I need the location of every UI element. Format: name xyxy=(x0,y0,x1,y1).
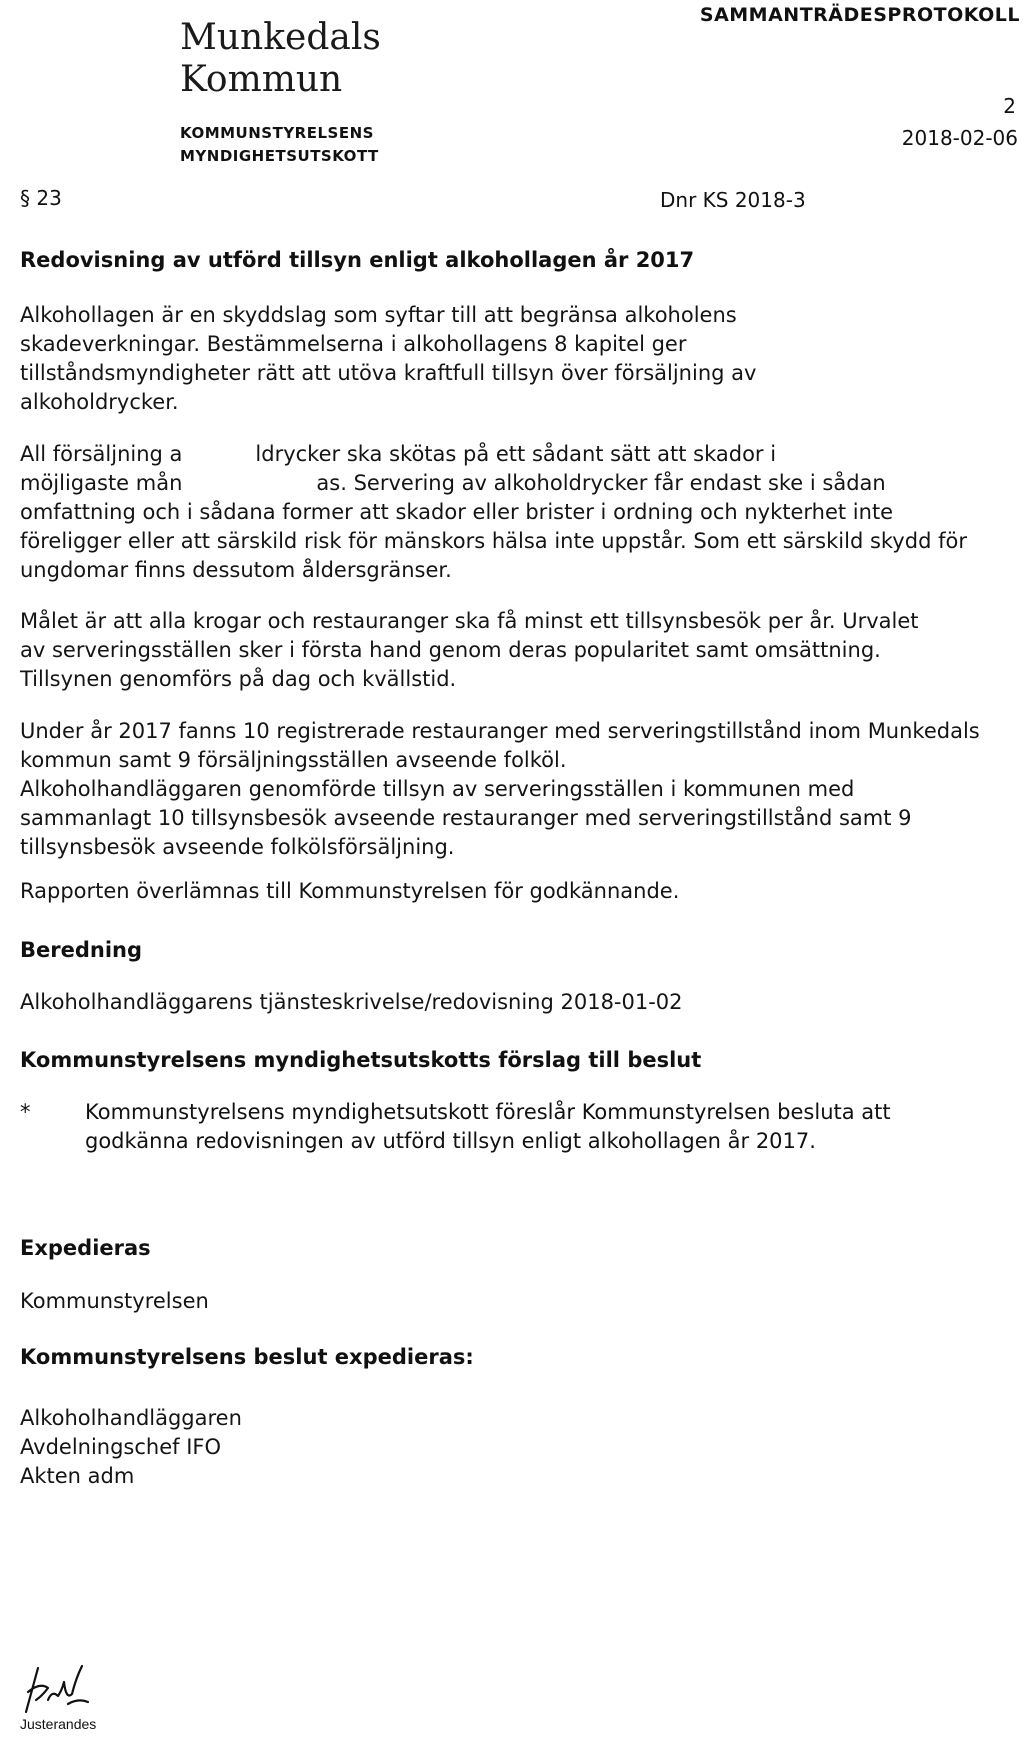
meeting-date: 2018-02-06 xyxy=(901,126,1018,150)
paragraph-2-rest: omfattning och i sådana former att skador eller brister i ordning och nykterhet inte föreligger eller att särskild risk för mänskors hälsa inte uppstår. Som ett särskild skydd för ungdomar finns dessutom åldersgränser. xyxy=(20,500,967,582)
paragraph-2-line-2-start: möjligaste mån xyxy=(20,471,183,495)
paragraph-4-part-2: Alkoholhandläggaren genomförde tillsyn av serveringsställen i kommunen med sammanlagt 10 tillsynsbesök avseende restauranger med serveringstillstånd samt 9 tillsynsbesök avseende folkölsförsäljning. xyxy=(20,777,912,859)
paragraph-2-line-1-start: All försäljning a xyxy=(20,442,183,466)
expedieras-heading: Expedieras xyxy=(20,1236,151,1260)
paragraph-2-line-1-end: ldrycker ska skötas på ett sådant sätt att skador i xyxy=(255,442,777,466)
paragraph-5: Rapporten överlämnas till Kommunstyrelsen för godkännande. xyxy=(20,879,680,903)
signature-image xyxy=(18,1660,98,1720)
proposal-text: Kommunstyrelsens myndighetsutskott föreslår Kommunstyrelsen besluta att godkänna redovisningen av utförd tillsyn enligt alkohollagen år 2017. xyxy=(85,1100,891,1153)
paragraph-2-line-2 xyxy=(20,469,1000,498)
proposal-heading: Kommunstyrelsens myndighetsutskotts förslag till beslut xyxy=(20,1048,702,1072)
recipient-item: Avdelningschef IFO xyxy=(20,1435,222,1459)
paragraph-3: Målet är att alla krogar och restauranger ska få minst ett tillsynsbesök per år. Urvalet av serveringsställen sker i första hand genom deras popularitet samt omsättning. Tillsynen genomförs på dag och kvällstid. xyxy=(20,609,919,691)
doc-type: SAMMANTRÄDESPROTOKOLL xyxy=(699,4,1020,26)
paragraph-2 xyxy=(20,440,1000,585)
recipient-item: Akten adm xyxy=(20,1464,135,1488)
org-name-line2: Kommun xyxy=(180,59,343,100)
paragraph-number: § 23 xyxy=(20,186,62,210)
paragraph-4-part-1: Under år 2017 fanns 10 registrerade restauranger med serveringstillstånd inom Munkedals kommun samt 9 försäljningsställen avseende folköl. xyxy=(20,719,980,772)
proposal-item xyxy=(20,1098,980,1156)
beredning-heading: Beredning xyxy=(20,938,143,962)
paragraph-4 xyxy=(20,717,980,862)
org-name-line1: Munkedals xyxy=(180,17,381,58)
signature-label: Justerandes xyxy=(20,1716,97,1732)
page-number: 2 xyxy=(1003,94,1016,118)
expedieras-recipient: Kommunstyrelsen xyxy=(20,1289,209,1313)
paragraph-2-line-1 xyxy=(20,440,1000,469)
diary-number: Dnr KS 2018-3 xyxy=(660,188,806,212)
paragraph-2-line-2-end: as. Servering av alkoholdrycker får endast ske i sådan xyxy=(316,471,886,495)
recipient-item: Alkoholhandläggaren xyxy=(20,1406,242,1430)
body-name-line2: MYNDIGHETSUTSKOTT xyxy=(180,147,379,165)
decision-recipients xyxy=(20,1404,242,1491)
proposal-bullet: * xyxy=(20,1100,31,1124)
body-name-line1: KOMMUNSTYRELSENS xyxy=(180,124,374,142)
case-title: Redovisning av utförd tillsyn enligt alkohollagen år 2017 xyxy=(20,248,695,272)
paragraph-1: Alkohollagen är en skyddslag som syftar till att begränsa alkoholens skadeverkningar. Bestämmelserna i alkohollagens 8 kapitel ger tillståndsmyndigheter rätt att utöva kraftfull tillsyn över försäljning av alkoholdrycker. xyxy=(20,303,757,414)
decision-sent-heading: Kommunstyrelsens beslut expedieras: xyxy=(20,1345,474,1369)
beredning-text: Alkoholhandläggarens tjänsteskrivelse/redovisning 2018-01-02 xyxy=(20,990,683,1014)
